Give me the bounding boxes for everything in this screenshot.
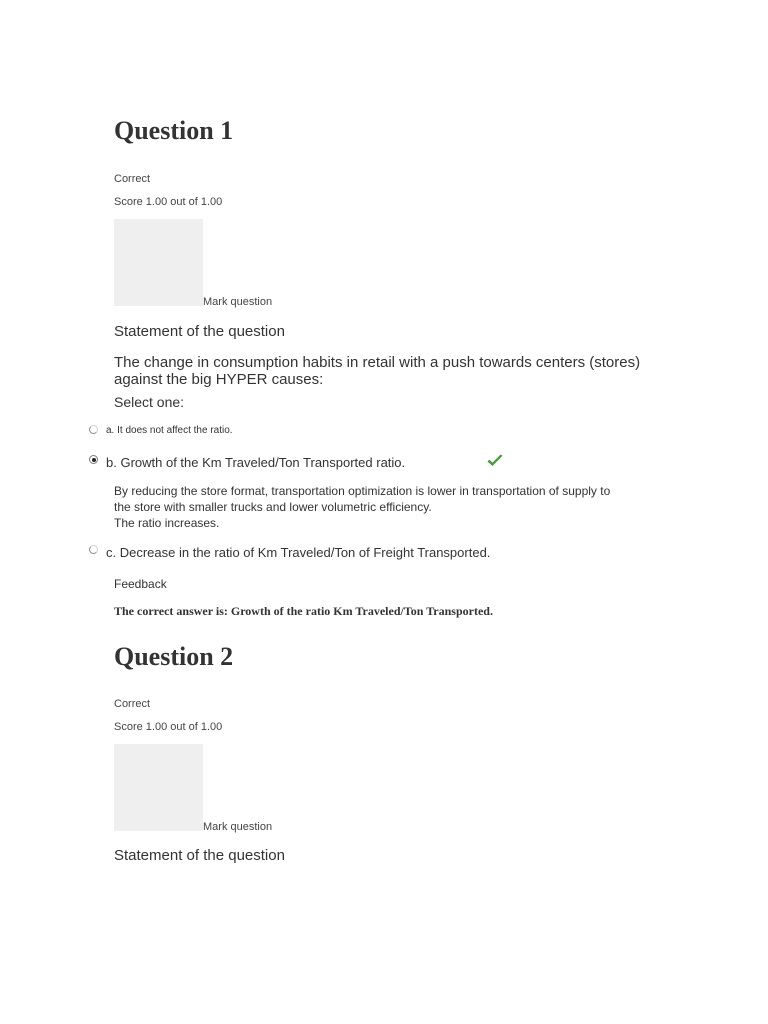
option-a-label[interactable]: a. It does not affect the ratio. [106,425,233,436]
question-1-title: Question 1 [114,116,234,145]
question-1-feedback-label: Feedback [114,577,167,591]
option-c-radio[interactable] [89,545,98,554]
question-2-mark-question-link[interactable]: Mark question [203,821,273,833]
question-2-grade: Score 1.00 out of 1.00 [114,721,223,733]
question-1-state: Correct [114,173,151,185]
option-c-label[interactable]: c. Decrease in the ratio of Km Traveled/Ton of Freight Transported. [106,545,491,560]
question-1-correct-answer: The correct answer is: Growth of the ratio Km Traveled/Ton Transported. [114,604,493,618]
question-1-text: The change in consumption habits in retail with a push towards centers (stores) against the big HYPER causes: [114,354,641,388]
question-1-statement-label: Statement of the question [114,323,285,340]
check-mark-icon [486,454,504,468]
question-1-flag-image[interactable] [114,219,203,306]
option-b-label[interactable]: b. Growth of the Km Traveled/Ton Transported ratio. [106,455,406,470]
option-a-radio[interactable] [89,425,98,434]
option-b-explanation-conclusion: The ratio increases. [114,516,220,530]
question-2-flag-image[interactable] [114,744,203,831]
question-1-select-one: Select one: [114,394,185,410]
option-b-explanation: By reducing the store format, transportation optimization is lower in transportation of supply to the store with smaller trucks and lower volumetric efficiency. [114,484,611,514]
question-1-mark-question-link[interactable]: Mark question [203,296,273,308]
question-1-grade: Score 1.00 out of 1.00 [114,196,223,208]
option-b-radio[interactable] [89,455,98,464]
question-2-title: Question 2 [114,642,234,671]
question-2-statement-label: Statement of the question [114,847,285,864]
question-2-state: Correct [114,698,151,710]
